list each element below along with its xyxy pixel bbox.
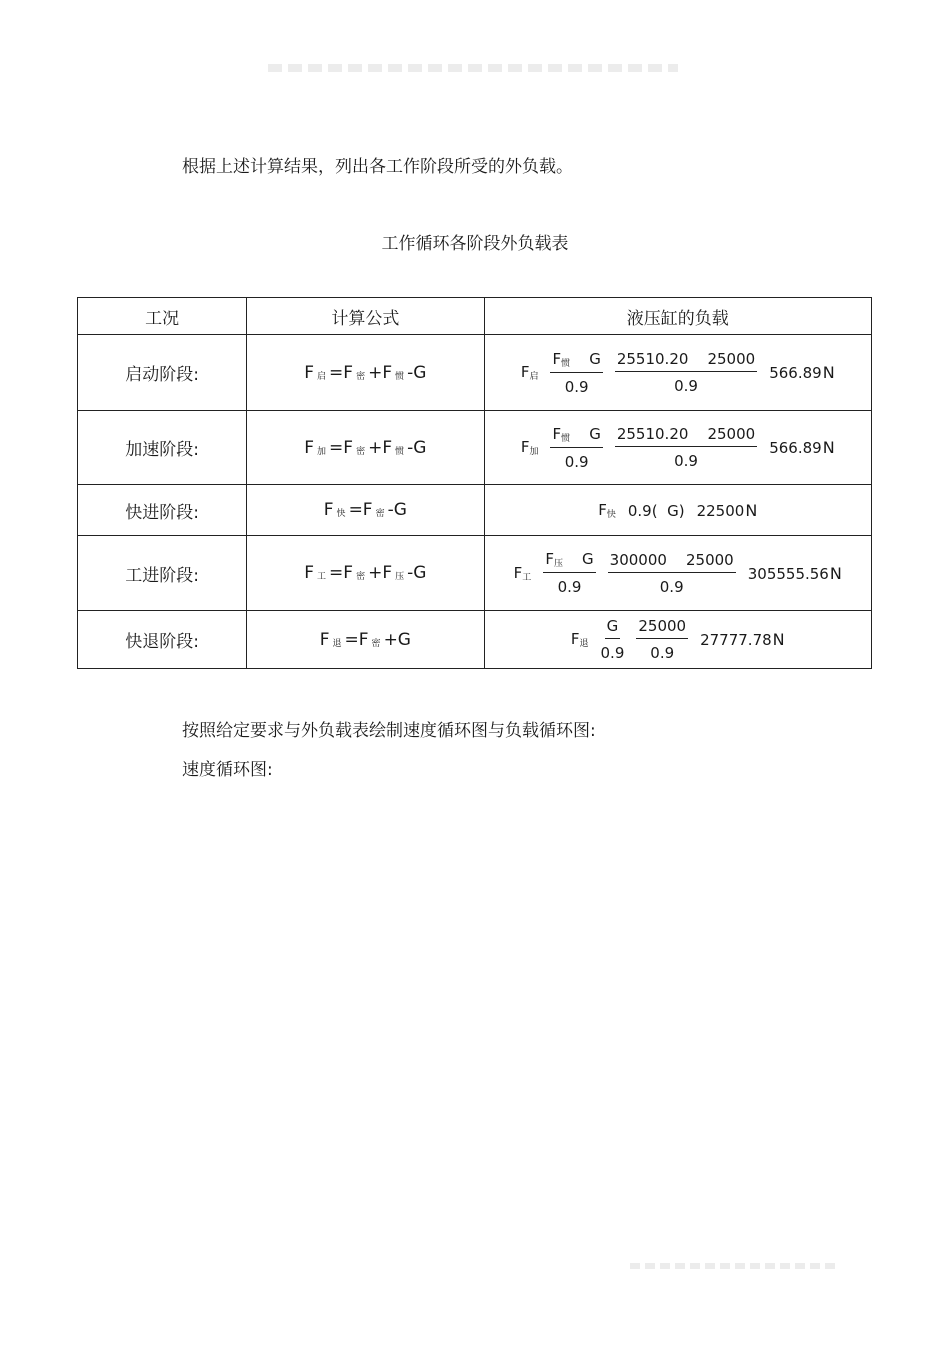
formula-cell: [247, 536, 484, 611]
faint-footer-watermark: [630, 1263, 835, 1269]
fraction: $\frac{25510.20 25000}{0.9}$: [616, 350, 756, 395]
load-expression: $F_快$ 0.9( G) 22500N: [598, 501, 758, 520]
load-cell: [484, 335, 872, 411]
load-expression: $F_退$ $\frac{G}{0.9}$ $\frac{25000}{0.9}$ 27777.78N: [570, 617, 785, 662]
fraction: $\frac{25510.20 25000}{0.9}$: [616, 425, 756, 470]
load-expression: $F_启$ $\frac{F_惯 G}{0.9}$ $\frac{25510.20 25000}{0.9}$ 566.89N: [520, 349, 835, 396]
formula-cell: [247, 485, 484, 536]
fraction: $\frac{25000}{0.9}$: [638, 617, 687, 662]
formula-cell: [247, 611, 484, 669]
header-cylinder-load: 液压缸的负载: [484, 298, 872, 335]
speed-cycle-heading: 速度循环图:: [182, 760, 273, 780]
load-result: 27777.78N: [700, 630, 785, 649]
table-row: [78, 611, 872, 669]
fraction: $\frac{G}{0.9}$: [600, 617, 625, 662]
stage-cell: 工进阶段:: [78, 536, 247, 611]
formula: F $_快$ =F $_密$ -G: [323, 500, 407, 520]
load-result: 22500N: [696, 501, 758, 520]
load-cell: [484, 411, 872, 485]
header-formula: 计算公式: [247, 298, 484, 335]
intro-paragraph: 根据上述计算结果，列出各工作阶段所受的外负载。: [182, 157, 573, 177]
table-title: 工作循环各阶段外负载表: [381, 234, 569, 254]
table-row: [78, 411, 872, 485]
stage-cell: 快进阶段:: [78, 485, 247, 536]
formula-cell: [247, 335, 484, 411]
instruction-paragraph: 按照给定要求与外负载表绘制速度循环图与负载循环图:: [182, 721, 596, 741]
load-cell: [484, 536, 872, 611]
formula: F $_加$ =F $_密$ +F $_惯$ -G: [304, 437, 427, 458]
table-row: [78, 485, 872, 536]
stage-cell: 快退阶段:: [78, 611, 247, 669]
table-row: [78, 335, 872, 411]
fraction: $\frac{F_压 G}{0.9}$: [545, 550, 594, 596]
formula: F $_工$ =F $_密$ +F $_压$ -G: [304, 563, 427, 583]
load-result: 305555.56N: [747, 563, 842, 583]
load-result: 566.89N: [769, 363, 835, 382]
fraction: $\frac{300000 25000}{0.9}$: [609, 550, 734, 596]
load-cell: [484, 485, 872, 536]
table-row: [78, 536, 872, 611]
formula-cell: [247, 411, 484, 485]
formula: F $_启$ =F $_密$ +F $_惯$ -G: [304, 362, 427, 383]
table-header-row: [78, 298, 872, 335]
external-load-table: [77, 297, 872, 669]
load-expression: $F_工$ $\frac{F_压 G}{0.9}$ $\frac{300000 25000}{0.9}$ 305555.56N: [513, 550, 842, 596]
faint-header-watermark: [268, 64, 678, 72]
fraction: $\frac{F_惯 G}{0.9}$: [552, 424, 601, 471]
header-condition: 工况: [78, 298, 247, 335]
load-cell: [484, 611, 872, 669]
load-result: 566.89N: [769, 438, 835, 457]
fraction: $\frac{F_惯 G}{0.9}$: [552, 349, 601, 396]
load-expression: $F_加$ $\frac{F_惯 G}{0.9}$ $\frac{25510.20 25000}{0.9}$ 566.89N: [520, 424, 835, 471]
formula: F $_退$ =F $_密$ +G: [319, 629, 411, 650]
stage-cell: 加速阶段:: [78, 411, 247, 485]
stage-cell: 启动阶段:: [78, 335, 247, 411]
